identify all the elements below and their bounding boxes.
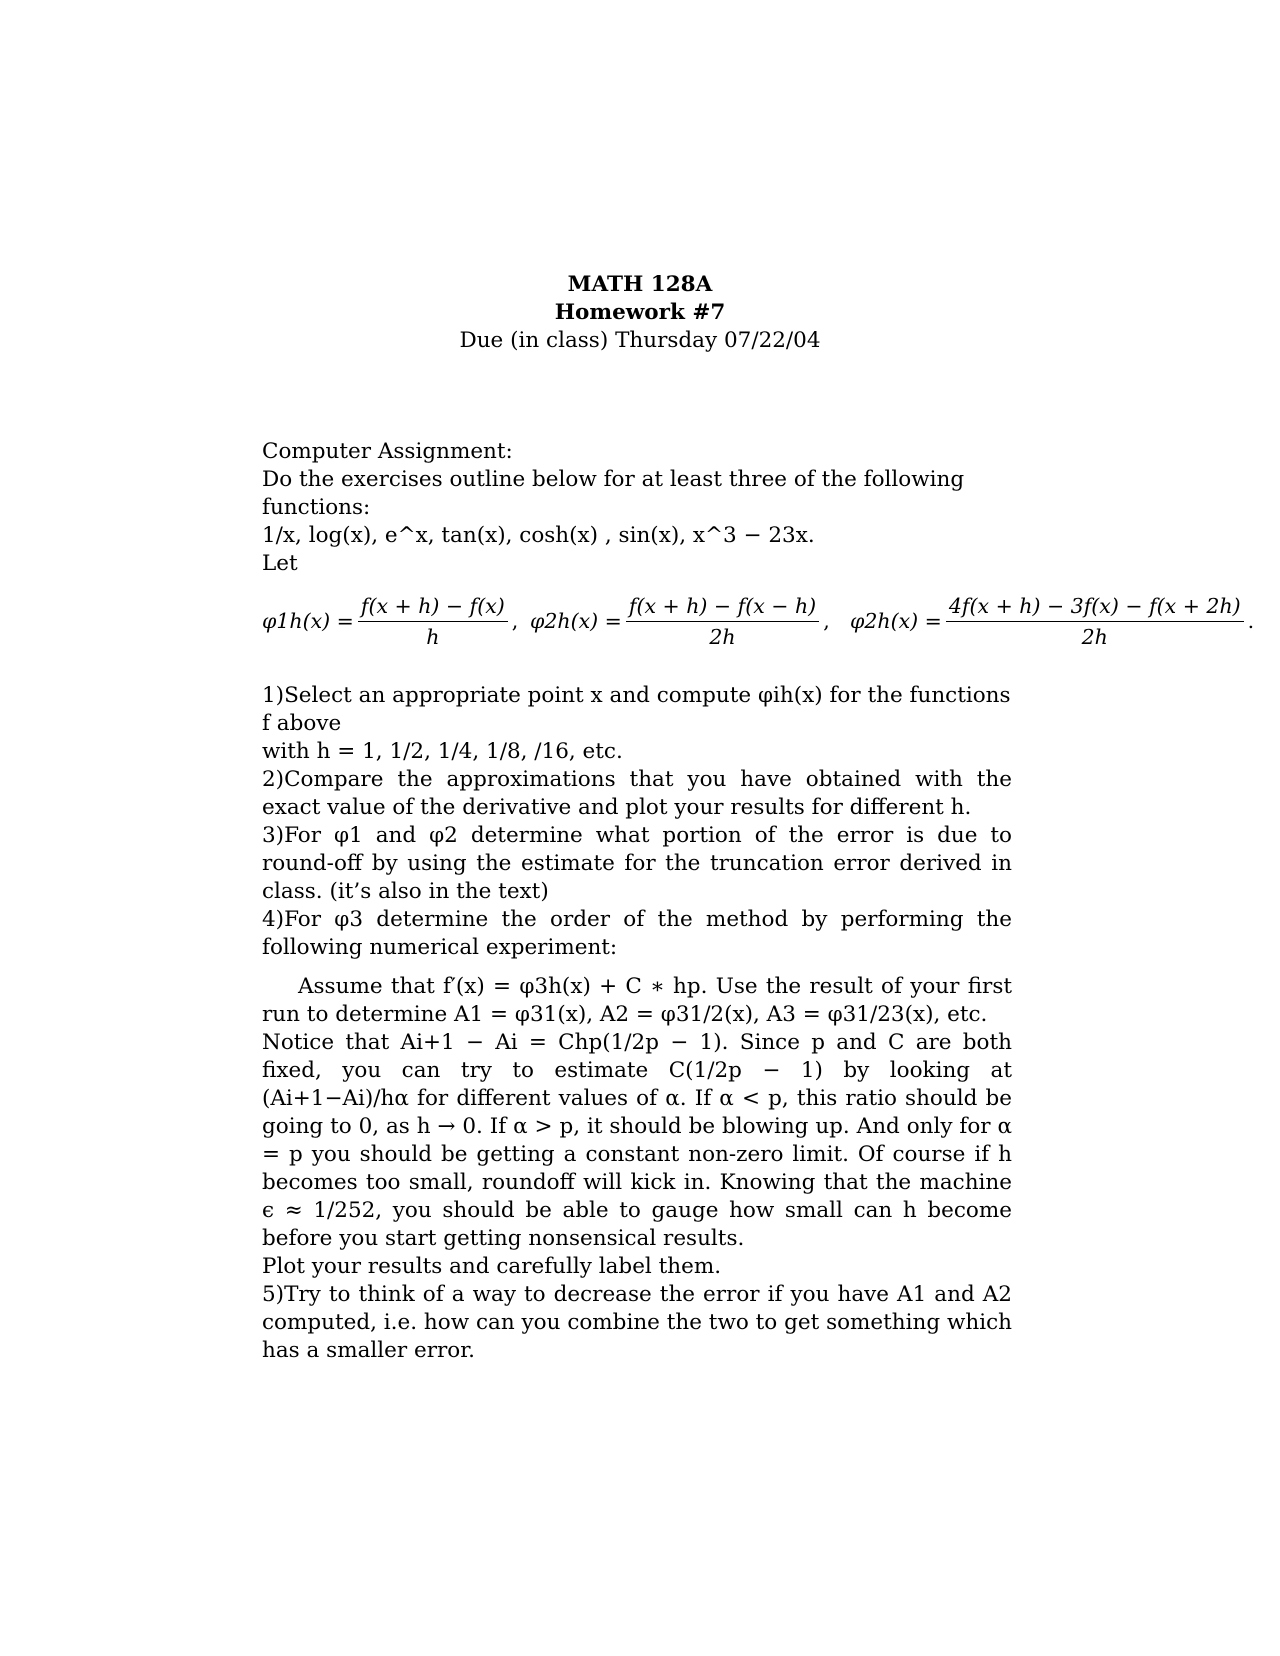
formula-phi3: φ2h(x) = $\frac{4f(x + h) - 3f(x) - f(x + 2h)}{2h}$ . — [850, 593, 1255, 649]
exercise-list — [262, 682, 1012, 962]
title-block — [0, 271, 1280, 355]
due-date: Due (in class) Thursday 07/22/04 — [459, 328, 821, 353]
phi3-fraction — [946, 593, 1244, 650]
phi1-numerator: f(x + h) − f(x) — [358, 593, 508, 622]
item-4: 4)For φ3 determine the order of the method by performing the following numerical experiment: — [262, 907, 1012, 960]
formula-row — [262, 590, 1272, 652]
phi3-lhs: φ2h(x) = — [850, 609, 942, 633]
experiment-paragraph-2: Notice that Ai+1 − Ai = Chp(1/2p − 1). Since p and C are both fixed, you can try to estimate C(1/2p − 1) by looking at (Ai+1−Ai)/hα for different values of α. If α < p, this ratio should be going to 0, as h → 0. If α > p, it should be blowing up. And only for α = p you should be getting a constant non-zero limit. Of course if h becomes too small, roundoff will kick in. Knowing that the machine ϵ ≈ 1/252, you should be able to gauge how small can h become before you start getting nonsensical results. — [262, 1030, 1012, 1251]
section-heading: Computer Assignment: — [262, 439, 513, 464]
formula-phi1: φ1h(x) = $\frac{f(x + h) - f(x)}{h}$ , — [262, 593, 519, 649]
experiment-paragraph-1: Assume that f′(x) = φ3h(x) + C ∗ hp. Use the result of your first run to determine A1 = φ31(x), A2 = φ31/2(x), A3 = φ31/23(x), etc. — [262, 974, 1012, 1027]
item-2: 2)Compare the approximations that you have obtained with the exact value of the derivative and plot your results for different h. — [262, 767, 1012, 820]
main-content — [262, 438, 1012, 578]
phi2-numerator: f(x + h) − f(x − h) — [626, 593, 819, 622]
function-list: 1/x, log(x), e^x, tan(x), cosh(x) , sin(x), x^3 − 23x. — [262, 523, 815, 548]
experiment-paragraph-3: Plot your results and carefully label them. — [262, 1254, 722, 1279]
phi2-lhs: φ2h(x) = — [530, 609, 622, 633]
let-label: Let — [262, 551, 298, 576]
item-1-line-a: 1)Select an appropriate point x and compute φih(x) for the functions f above — [262, 683, 1011, 736]
phi2-denominator: 2h — [709, 624, 736, 649]
item-1-line-b: with h = 1, 1/2, 1/4, 1/8, /16, etc. — [262, 739, 623, 764]
phi3-denominator: 2h — [1081, 624, 1108, 649]
homework-title: Homework #7 — [554, 300, 726, 325]
phi3-numerator: 4f(x + h) − 3f(x) − f(x + 2h) — [946, 593, 1244, 622]
phi1-denominator: h — [426, 624, 440, 649]
experiment-section — [262, 973, 1012, 1365]
item-5: 5)Try to think of a way to decrease the error if you have A1 and A2 computed, i.e. how can you combine the two to get something which has a smaller error. — [262, 1282, 1012, 1363]
item-3: 3)For φ1 and φ2 determine what portion of the error is due to round-off by using the estimate for the truncation error derived in class. (it’s also in the text) — [262, 823, 1012, 904]
phi2-fraction — [626, 593, 819, 650]
formula-phi2: φ2h(x) = $\frac{f(x + h) - f(x - h)}{2h}$ , — [530, 593, 830, 649]
phi1-lhs: φ1h(x) = — [262, 609, 354, 633]
phi1-fraction — [358, 593, 508, 650]
intro-line: Do the exercises outline below for at least three of the following functions: — [262, 467, 965, 520]
course-title: MATH 128A — [567, 272, 713, 297]
